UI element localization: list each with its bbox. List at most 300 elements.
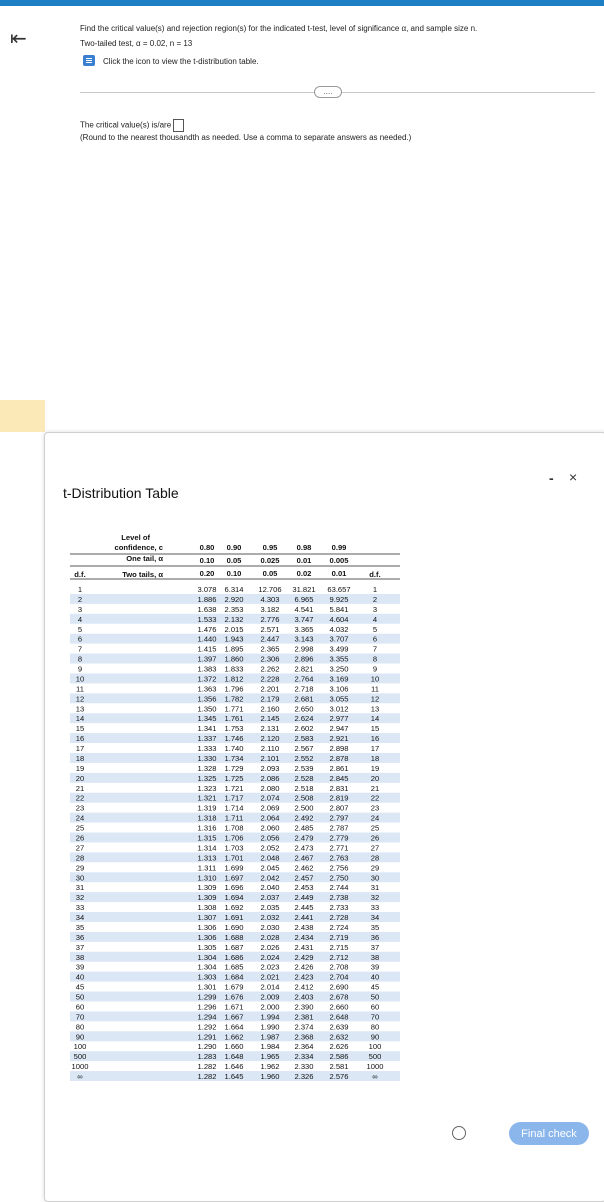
t-critical-value: 1.533 bbox=[197, 614, 217, 624]
t-critical-value: 1.356 bbox=[197, 694, 217, 704]
df-value-right: 1000 bbox=[366, 1062, 384, 1072]
df-value-left: 25 bbox=[75, 823, 85, 833]
t-critical-value: 2.744 bbox=[329, 883, 349, 893]
df-value-left: 29 bbox=[75, 863, 85, 873]
df-value-right: 21 bbox=[370, 783, 380, 793]
icon-link-text: Click the icon to view the t-distribution table. bbox=[103, 57, 259, 66]
t-critical-value: 1.476 bbox=[197, 624, 217, 634]
t-critical-value: 2.898 bbox=[329, 744, 349, 754]
df-value-right: 38 bbox=[370, 952, 380, 962]
t-critical-value: 2.764 bbox=[294, 674, 314, 684]
t-critical-value: 2.024 bbox=[260, 952, 280, 962]
df-value-left: 20 bbox=[75, 773, 85, 783]
t-critical-value: 2.724 bbox=[329, 922, 349, 932]
t-critical-value: 2.576 bbox=[329, 1072, 349, 1082]
t-critical-value: 2.771 bbox=[329, 843, 349, 853]
t-critical-value: 1.306 bbox=[197, 922, 217, 932]
confidence-value: 0.90 bbox=[226, 543, 242, 552]
t-critical-value: 1.676 bbox=[224, 992, 244, 1002]
t-critical-value: 1.309 bbox=[197, 893, 217, 903]
t-critical-value: 1.685 bbox=[224, 962, 244, 972]
t-critical-value: 1.306 bbox=[197, 932, 217, 942]
t-critical-value: 2.660 bbox=[329, 1002, 349, 1012]
df-value-right: 33 bbox=[370, 903, 380, 913]
df-value-left: 14 bbox=[75, 714, 85, 724]
t-critical-value: 1.337 bbox=[197, 734, 217, 744]
df-value-right: 100 bbox=[368, 1042, 382, 1052]
df-value-left: 12 bbox=[75, 694, 85, 704]
df-value-left: 19 bbox=[75, 763, 85, 773]
t-critical-value: 12.706 bbox=[258, 585, 282, 594]
t-critical-value: 3.169 bbox=[329, 674, 349, 684]
t-critical-value: 9.925 bbox=[329, 594, 349, 604]
t-critical-value: 2.074 bbox=[260, 793, 280, 803]
t-critical-value: 31.821 bbox=[292, 585, 316, 594]
t-critical-value: 1.309 bbox=[197, 883, 217, 893]
confidence-value: 0.99 bbox=[331, 543, 347, 552]
t-critical-value: 1.687 bbox=[224, 942, 244, 952]
t-critical-value: 2.381 bbox=[294, 1012, 314, 1022]
t-critical-value: 2.028 bbox=[260, 932, 280, 942]
df-value-right: 22 bbox=[370, 793, 380, 803]
t-critical-value: 1.706 bbox=[224, 833, 244, 843]
t-critical-value: 1.696 bbox=[224, 883, 244, 893]
t-critical-value: 2.093 bbox=[260, 763, 280, 773]
t-critical-value: 2.120 bbox=[260, 734, 280, 744]
t-critical-value: 1.734 bbox=[224, 753, 244, 763]
t-critical-value: 2.030 bbox=[260, 922, 280, 932]
t-critical-value: 2.947 bbox=[329, 724, 349, 734]
t-critical-value: 1.860 bbox=[224, 654, 244, 664]
df-value-left: 34 bbox=[75, 913, 85, 923]
t-critical-value: 3.707 bbox=[329, 634, 349, 644]
t-critical-value: 1.796 bbox=[224, 684, 244, 694]
t-critical-value: 1.664 bbox=[224, 1022, 244, 1032]
back-arrow-icon[interactable]: ⇤ bbox=[10, 28, 27, 50]
df-value-right: 27 bbox=[370, 843, 380, 853]
t-critical-value: 1.311 bbox=[197, 863, 217, 873]
t-critical-value: 3.355 bbox=[329, 654, 349, 664]
t-critical-value: 2.052 bbox=[260, 843, 280, 853]
t-critical-value: 2.426 bbox=[294, 962, 314, 972]
t-critical-value: 1.304 bbox=[197, 962, 217, 972]
df-value-right: 70 bbox=[370, 1012, 380, 1022]
df-value-left: 40 bbox=[75, 972, 85, 982]
df-value-left: 90 bbox=[75, 1032, 85, 1042]
t-critical-value: 1.662 bbox=[224, 1032, 244, 1042]
t-critical-value: 1.965 bbox=[260, 1052, 280, 1062]
df-value-right: 28 bbox=[370, 853, 380, 863]
df-value-left: 80 bbox=[75, 1022, 85, 1032]
t-critical-value: 2.032 bbox=[260, 913, 280, 923]
t-critical-value: 2.131 bbox=[260, 724, 280, 734]
df-value-left: 5 bbox=[77, 624, 83, 634]
t-critical-value: 1.282 bbox=[197, 1062, 217, 1072]
df-value-right: 45 bbox=[370, 982, 380, 992]
df-value-left: 35 bbox=[75, 922, 85, 932]
df-value-right: 39 bbox=[370, 962, 380, 972]
t-critical-value: 2.449 bbox=[294, 893, 314, 903]
t-critical-value: 2.648 bbox=[329, 1012, 349, 1022]
t-critical-value: 2.412 bbox=[294, 982, 314, 992]
t-critical-value: 1.321 bbox=[197, 793, 217, 803]
t-critical-value: 1.987 bbox=[260, 1032, 280, 1042]
t-critical-value: 1.962 bbox=[260, 1062, 280, 1072]
t-critical-value: 1.667 bbox=[224, 1012, 244, 1022]
t-critical-value: 1.812 bbox=[224, 674, 244, 684]
t-critical-value: 2.365 bbox=[260, 644, 280, 654]
t-critical-value: 2.009 bbox=[260, 992, 280, 1002]
df-value-left: 32 bbox=[75, 893, 85, 903]
t-critical-value: 2.048 bbox=[260, 853, 280, 863]
t-critical-value: 1.692 bbox=[224, 903, 244, 913]
t-critical-value: 3.078 bbox=[197, 585, 217, 594]
t-critical-value: 2.445 bbox=[294, 903, 314, 913]
df-value-left: 17 bbox=[75, 744, 85, 754]
df-value-left: 500 bbox=[73, 1052, 87, 1062]
t-critical-value: 1.307 bbox=[197, 913, 217, 923]
t-critical-value: 1.694 bbox=[224, 893, 244, 903]
t-critical-value: 1.328 bbox=[197, 763, 217, 773]
df-value-right: 30 bbox=[370, 873, 380, 883]
t-critical-value: 1.318 bbox=[197, 813, 217, 823]
t-critical-value: 1.314 bbox=[197, 843, 217, 853]
scroll-indicator[interactable] bbox=[452, 1126, 466, 1140]
df-value-right: 4 bbox=[372, 614, 378, 624]
t-critical-value: 1.308 bbox=[197, 903, 217, 913]
t-critical-value: 5.841 bbox=[329, 604, 349, 614]
t-critical-value: 1.771 bbox=[224, 704, 244, 714]
df-header-left: d.f. bbox=[74, 570, 86, 579]
df-value-left: 31 bbox=[75, 883, 85, 893]
df-value-right: 5 bbox=[372, 624, 378, 634]
t-critical-value: 2.306 bbox=[260, 654, 280, 664]
t-critical-value: 1.684 bbox=[224, 972, 244, 982]
df-value-left: 18 bbox=[75, 753, 85, 763]
t-critical-value: 2.704 bbox=[329, 972, 349, 982]
t-critical-value: 63.657 bbox=[327, 585, 351, 594]
df-value-left: 27 bbox=[75, 843, 85, 853]
t-critical-value: 2.390 bbox=[294, 1002, 314, 1012]
df-value-right: 40 bbox=[370, 972, 380, 982]
t-critical-value: 2.021 bbox=[260, 972, 280, 982]
confidence-value: 0.98 bbox=[296, 543, 312, 552]
t-critical-value: 3.365 bbox=[294, 624, 314, 634]
df-value-left: 33 bbox=[75, 903, 85, 913]
t-critical-value: 1.721 bbox=[224, 783, 244, 793]
df-value-left: 28 bbox=[75, 853, 85, 863]
df-value-right: 32 bbox=[370, 893, 380, 903]
t-critical-value: 2.776 bbox=[260, 614, 280, 624]
t-critical-value: 2.060 bbox=[260, 823, 280, 833]
t-critical-value: 1.638 bbox=[197, 604, 217, 614]
t-critical-value: 1.319 bbox=[197, 803, 217, 813]
df-value-left: 7 bbox=[77, 644, 83, 654]
df-value-left: 8 bbox=[77, 654, 83, 664]
t-critical-value: 2.035 bbox=[260, 903, 280, 913]
t-critical-value: 1.323 bbox=[197, 783, 217, 793]
df-value-right: 90 bbox=[370, 1032, 380, 1042]
t-critical-value: 1.708 bbox=[224, 823, 244, 833]
t-critical-value: 1.648 bbox=[224, 1052, 244, 1062]
t-critical-value: 1.303 bbox=[197, 972, 217, 982]
t-critical-value: 1.291 bbox=[197, 1032, 217, 1042]
t-critical-value: 1.645 bbox=[224, 1072, 244, 1082]
t-critical-value: 2.429 bbox=[294, 952, 314, 962]
df-value-right: 34 bbox=[370, 913, 380, 923]
t-critical-value: 1.292 bbox=[197, 1022, 217, 1032]
t-critical-value: 1.714 bbox=[224, 803, 244, 813]
t-critical-value: 1.296 bbox=[197, 1002, 217, 1012]
df-value-left: 2 bbox=[77, 594, 83, 604]
t-critical-value: 2.712 bbox=[329, 952, 349, 962]
two-tail-value: 0.10 bbox=[226, 569, 242, 578]
t-critical-value: 4.303 bbox=[260, 594, 280, 604]
t-critical-value: 1.994 bbox=[260, 1012, 280, 1022]
df-value-left: 45 bbox=[75, 982, 85, 992]
df-value-left: 21 bbox=[75, 783, 85, 793]
t-critical-value: 2.719 bbox=[329, 932, 349, 942]
df-value-right: 60 bbox=[370, 1002, 380, 1012]
df-value-right: 16 bbox=[370, 734, 380, 744]
t-critical-value: 1.646 bbox=[224, 1062, 244, 1072]
df-value-left: ∞ bbox=[77, 1072, 83, 1082]
t-critical-value: 1.701 bbox=[224, 853, 244, 863]
t-critical-value: 2.581 bbox=[329, 1062, 349, 1072]
t-critical-value: 1.746 bbox=[224, 734, 244, 744]
t-critical-value: 2.441 bbox=[294, 913, 314, 923]
t-critical-value: 2.364 bbox=[294, 1042, 314, 1052]
df-value-left: 16 bbox=[75, 734, 85, 744]
t-critical-value: 2.423 bbox=[294, 972, 314, 982]
close-button[interactable]: × bbox=[569, 469, 578, 485]
t-critical-value: 2.037 bbox=[260, 893, 280, 903]
t-critical-value: 1.984 bbox=[260, 1042, 280, 1052]
t-critical-value: 2.374 bbox=[294, 1022, 314, 1032]
t-critical-value: 2.014 bbox=[260, 982, 280, 992]
t-critical-value: 1.943 bbox=[224, 634, 244, 644]
t-critical-value: 4.604 bbox=[329, 614, 349, 624]
df-value-left: 1 bbox=[77, 585, 83, 594]
t-critical-value: 2.453 bbox=[294, 883, 314, 893]
df-value-right: 11 bbox=[371, 684, 379, 694]
t-critical-value: 2.145 bbox=[260, 714, 280, 724]
t-critical-value: 3.106 bbox=[329, 684, 349, 694]
df-value-right: 31 bbox=[370, 883, 380, 893]
header-level-label: Level of bbox=[121, 533, 150, 542]
one-tail-value: 0.05 bbox=[226, 556, 242, 565]
df-value-left: 11 bbox=[76, 684, 84, 694]
df-value-right: 29 bbox=[370, 863, 380, 873]
two-tail-value: 0.05 bbox=[262, 569, 278, 578]
df-value-right: 24 bbox=[370, 813, 380, 823]
t-critical-value: 1.686 bbox=[224, 952, 244, 962]
minimize-button[interactable]: - bbox=[549, 470, 554, 486]
t-critical-value: 1.313 bbox=[197, 853, 217, 863]
df-value-right: 17 bbox=[370, 744, 380, 754]
df-value-right: 10 bbox=[370, 674, 380, 684]
t-critical-value: 2.438 bbox=[294, 922, 314, 932]
t-critical-value: 1.290 bbox=[197, 1042, 217, 1052]
t-critical-value: 2.819 bbox=[329, 793, 349, 803]
t-critical-value: 3.012 bbox=[329, 704, 349, 714]
t-critical-value: 2.042 bbox=[260, 873, 280, 883]
more-button[interactable]: .... bbox=[314, 86, 342, 98]
df-value-left: 24 bbox=[75, 813, 85, 823]
t-critical-value: 2.492 bbox=[294, 813, 314, 823]
t-critical-value: 6.314 bbox=[224, 585, 244, 594]
t-critical-value: 2.201 bbox=[260, 684, 280, 694]
modal-title: t-Distribution Table bbox=[63, 485, 179, 501]
t-critical-value: 2.779 bbox=[329, 833, 349, 843]
df-value-right: 36 bbox=[370, 932, 380, 942]
t-critical-value: 2.718 bbox=[294, 684, 314, 694]
df-value-right: 35 bbox=[370, 922, 380, 932]
t-critical-value: 1.725 bbox=[224, 773, 244, 783]
t-critical-value: 2.431 bbox=[294, 942, 314, 952]
t-critical-value: 2.457 bbox=[294, 873, 314, 883]
t-critical-value: 1.711 bbox=[224, 813, 244, 823]
t-critical-value: 2.567 bbox=[294, 744, 314, 754]
df-value-left: 30 bbox=[75, 873, 85, 883]
df-value-left: 15 bbox=[75, 724, 85, 734]
df-value-left: 36 bbox=[75, 932, 85, 942]
t-critical-value: 1.740 bbox=[224, 744, 244, 754]
t-critical-value: 2.861 bbox=[329, 763, 349, 773]
t-critical-value: 1.697 bbox=[224, 873, 244, 883]
one-tail-value: 0.005 bbox=[329, 556, 349, 565]
t-critical-value: 2.552 bbox=[294, 753, 314, 763]
t-critical-value: 2.756 bbox=[329, 863, 349, 873]
t-critical-value: 2.681 bbox=[294, 694, 314, 704]
t-critical-value: 1.761 bbox=[224, 714, 244, 724]
t-critical-value: 1.363 bbox=[197, 684, 217, 694]
two-tail-value: 0.20 bbox=[199, 569, 215, 578]
t-critical-value: 1.699 bbox=[224, 863, 244, 873]
t-critical-value: 1.304 bbox=[197, 952, 217, 962]
t-critical-value: 1.415 bbox=[197, 644, 217, 654]
t-critical-value: 2.821 bbox=[294, 664, 314, 674]
confidence-value: 0.80 bbox=[199, 543, 215, 552]
t-critical-value: 2.920 bbox=[224, 594, 244, 604]
t-critical-value: 2.403 bbox=[294, 992, 314, 1002]
df-value-right: 18 bbox=[370, 753, 380, 763]
t-critical-value: 2.715 bbox=[329, 942, 349, 952]
answer-prompt-label: The critical value(s) is/are bbox=[80, 120, 172, 130]
t-critical-value: 2.080 bbox=[260, 783, 280, 793]
t-critical-value: 2.797 bbox=[329, 813, 349, 823]
t-critical-value: 1.315 bbox=[197, 833, 217, 843]
t-critical-value: 1.703 bbox=[224, 843, 244, 853]
df-value-left: 1000 bbox=[71, 1062, 89, 1072]
t-critical-value: 3.055 bbox=[329, 694, 349, 704]
t-critical-value: 2.690 bbox=[329, 982, 349, 992]
df-value-right: 7 bbox=[372, 644, 378, 654]
t-critical-value: 2.064 bbox=[260, 813, 280, 823]
df-value-right: 6 bbox=[372, 634, 378, 644]
t-critical-value: 1.372 bbox=[197, 674, 217, 684]
df-value-right: 20 bbox=[370, 773, 380, 783]
t-critical-value: 1.691 bbox=[224, 913, 244, 923]
one-tail-value: 0.025 bbox=[260, 556, 280, 565]
df-value-right: 80 bbox=[370, 1022, 380, 1032]
df-value-right: 23 bbox=[370, 803, 380, 813]
t-critical-value: 2.632 bbox=[329, 1032, 349, 1042]
df-value-right: 1 bbox=[372, 585, 378, 594]
t-critical-value: 2.708 bbox=[329, 962, 349, 972]
t-critical-value: 1.833 bbox=[224, 664, 244, 674]
t-critical-value: 1.305 bbox=[197, 942, 217, 952]
t-critical-value: 2.678 bbox=[329, 992, 349, 1002]
confidence-value: 0.95 bbox=[262, 543, 278, 552]
t-critical-value: 2.508 bbox=[294, 793, 314, 803]
t-critical-value: 2.023 bbox=[260, 962, 280, 972]
df-value-left: 60 bbox=[75, 1002, 85, 1012]
final-check-button[interactable]: Final check bbox=[509, 1122, 589, 1145]
df-value-right: 2 bbox=[372, 594, 378, 604]
df-value-right: ∞ bbox=[372, 1072, 378, 1082]
t-critical-value: 2.787 bbox=[329, 823, 349, 833]
df-value-right: 13 bbox=[370, 704, 380, 714]
t-critical-value: 2.750 bbox=[329, 873, 349, 883]
t-critical-value: 2.467 bbox=[294, 853, 314, 863]
df-value-left: 23 bbox=[75, 803, 85, 813]
t-critical-value: 2.179 bbox=[260, 694, 280, 704]
t-critical-value: 2.733 bbox=[329, 903, 349, 913]
t-critical-value: 1.316 bbox=[197, 823, 217, 833]
t-critical-value: 2.485 bbox=[294, 823, 314, 833]
header-two-tails-label: Two tails, α bbox=[122, 570, 163, 579]
header-one-tail-label: One tail, α bbox=[126, 554, 163, 563]
t-critical-value: 2.602 bbox=[294, 724, 314, 734]
t-critical-value: 2.998 bbox=[294, 644, 314, 654]
t-critical-value: 1.397 bbox=[197, 654, 217, 664]
two-tail-value: 0.01 bbox=[331, 569, 347, 578]
t-critical-value: 2.069 bbox=[260, 803, 280, 813]
t-critical-value: 2.586 bbox=[329, 1052, 349, 1062]
t-critical-value: 2.626 bbox=[329, 1042, 349, 1052]
t-critical-value: 2.262 bbox=[260, 664, 280, 674]
t-critical-value: 4.541 bbox=[294, 604, 314, 614]
df-value-right: 12 bbox=[370, 694, 380, 704]
t-critical-value: 2.040 bbox=[260, 883, 280, 893]
t-critical-value: 1.440 bbox=[197, 634, 217, 644]
df-value-right: 19 bbox=[370, 763, 380, 773]
df-value-left: 10 bbox=[75, 674, 85, 684]
t-critical-value: 2.015 bbox=[224, 624, 244, 634]
t-critical-value: 2.056 bbox=[260, 833, 280, 843]
t-critical-value: 2.921 bbox=[329, 734, 349, 744]
t-critical-value: 2.447 bbox=[260, 634, 280, 644]
one-tail-value: 0.10 bbox=[199, 556, 215, 565]
t-critical-value: 2.000 bbox=[260, 1002, 280, 1012]
t-critical-value: 2.807 bbox=[329, 803, 349, 813]
rounding-instruction: (Round to the nearest thousandth as needed. Use a comma to separate answers as needed.) bbox=[80, 133, 412, 142]
t-critical-value: 1.690 bbox=[224, 922, 244, 932]
one-tail-value: 0.01 bbox=[296, 556, 312, 565]
t-critical-value: 2.110 bbox=[260, 744, 280, 754]
t-critical-value: 2.368 bbox=[294, 1032, 314, 1042]
df-value-left: 6 bbox=[77, 634, 83, 644]
df-value-left: 9 bbox=[77, 664, 83, 674]
t-critical-value: 1.960 bbox=[260, 1072, 280, 1082]
t-critical-value: 1.330 bbox=[197, 753, 217, 763]
df-value-left: 100 bbox=[73, 1042, 87, 1052]
t-critical-value: 2.763 bbox=[329, 853, 349, 863]
t-critical-value: 3.499 bbox=[329, 644, 349, 654]
df-value-left: 4 bbox=[77, 614, 83, 624]
t-critical-value: 1.660 bbox=[224, 1042, 244, 1052]
